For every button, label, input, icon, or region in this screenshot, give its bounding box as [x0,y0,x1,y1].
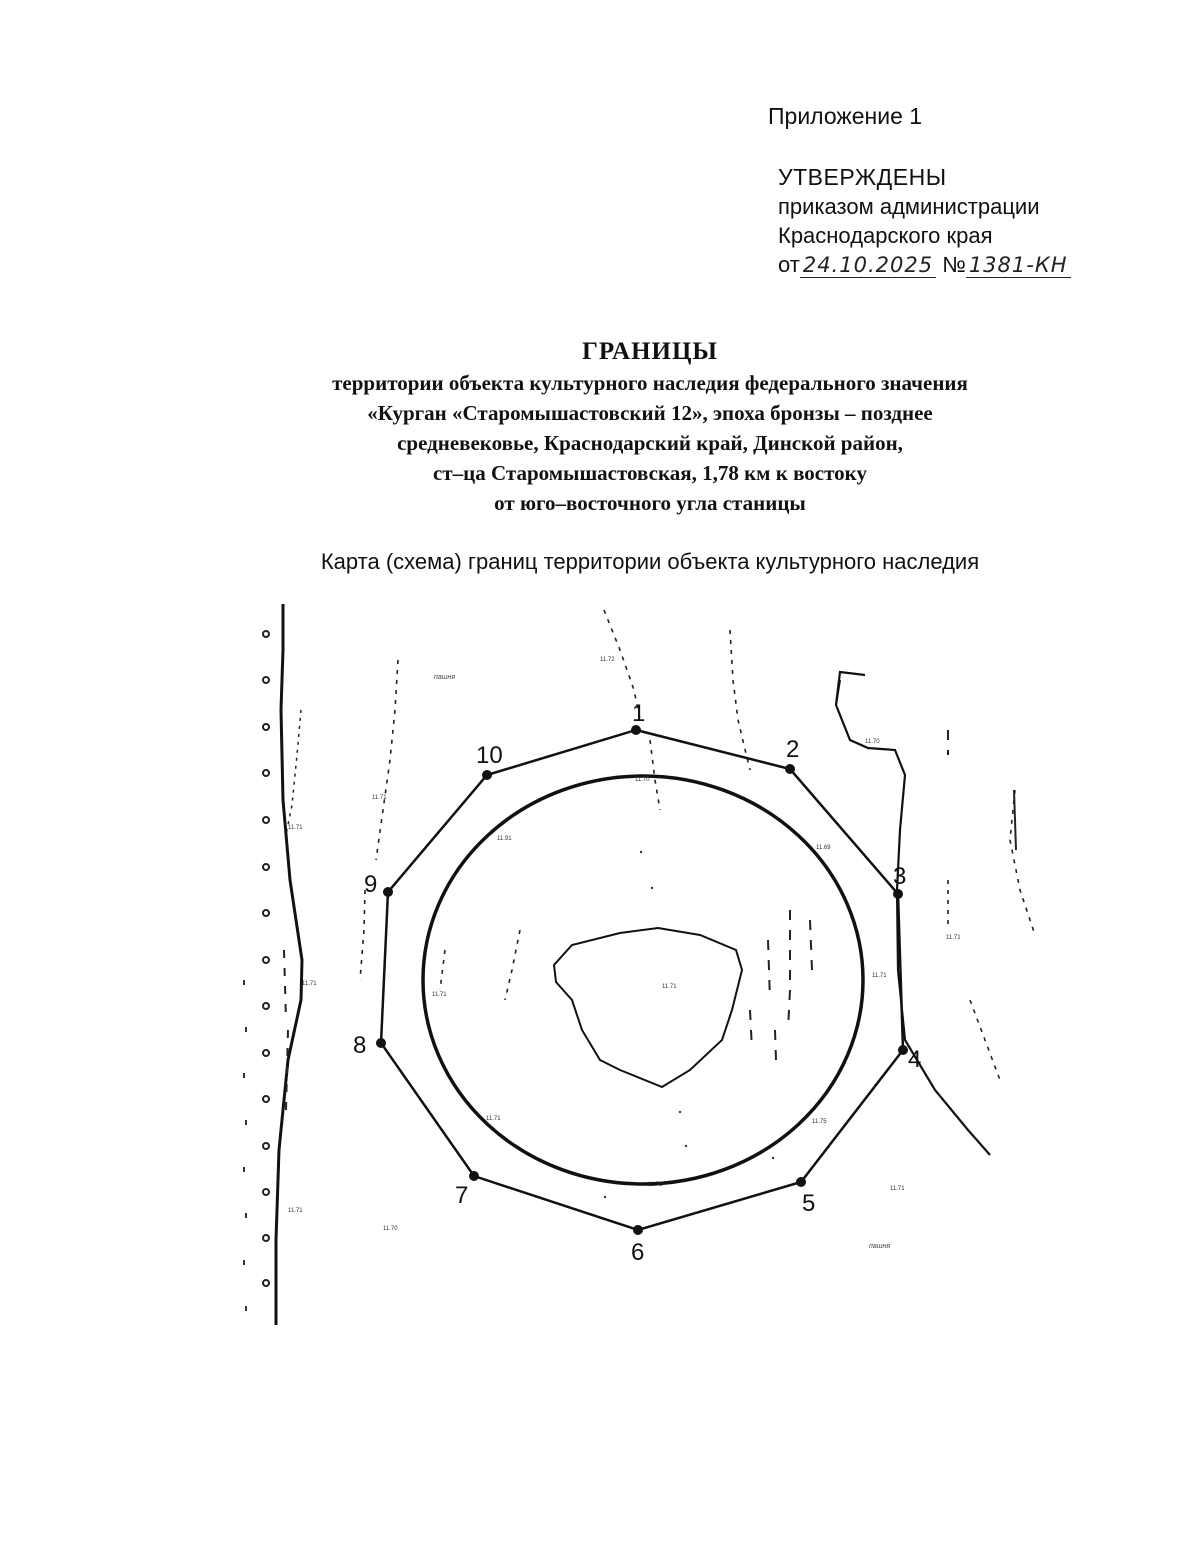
title-line-4: ст–ца Старомышастовская, 1,78 км к востоку [433,461,867,485]
vertex-10 [482,770,492,780]
field-note: пашня [434,674,456,681]
boundary-vertices [376,725,908,1235]
vertex-9 [383,887,393,897]
road-line [276,604,302,1325]
territory-boundary-polygon [381,730,903,1230]
point-label-2: 2 [786,736,800,763]
elevation-label: 11.71 [872,973,887,979]
elevation-label: 11.91 [497,836,512,842]
elevation-label: 11.69 [816,845,831,851]
point-label-8: 8 [353,1032,367,1059]
tick-marks [243,980,247,1311]
point-label-10: 10 [476,742,503,769]
elevation-label: 11.71 [486,1116,501,1122]
elevation-label: 11.72 [648,1182,663,1188]
elevation-label: 11.72 [600,657,615,663]
elevation-label: 11.71 [288,825,303,831]
boundary-scheme-map [0,590,1200,1350]
elevation-label: 11.71 [302,981,317,987]
elevation-label: 11.71 [662,984,677,990]
vertex-8 [376,1038,386,1048]
spot-dots [604,851,774,1198]
order-line-1: приказом администрации [778,194,1040,219]
handwritten-number: 1381-КН [966,253,1071,278]
mound-circle [423,776,863,1184]
contour-line [1014,790,1016,850]
vertex-2 [785,764,795,774]
title-line-1: территории объекта культурного наследия федерального значения [332,371,968,395]
order-line-2: Краснодарского края [778,223,993,248]
mound-top-contour [554,928,742,1087]
contour-lines [360,610,1035,1080]
vertex-6 [633,1225,643,1235]
road-line-right [836,672,990,1155]
elevation-label: 11.70 [383,1226,398,1232]
title-line-2: «Курган «Старомышастовский 12», эпоха бронзы – позднее [367,401,933,425]
elevation-label: 11.71 [372,795,387,801]
elevation-label: 11.75 [812,1119,827,1125]
order-date-number-line [778,250,1071,280]
elevation-label: 11.71 [890,1186,905,1192]
title-line-5: от юго–восточного угла станицы [494,491,806,515]
approval-block [778,163,1071,280]
document-title [150,338,1150,518]
approved-label: УТВЕРЖДЕНЫ [778,164,947,190]
point-label-7: 7 [455,1182,469,1209]
elevation-label: 11.70 [865,739,880,745]
point-label-4: 4 [908,1046,922,1073]
map-caption: Карта (схема) границ территории объекта культурного наследия [320,549,980,574]
point-label-6: 6 [631,1239,645,1266]
date-prefix: от [778,252,800,277]
elevation-label: 11.70 [635,777,650,783]
appendix-label: Приложение 1 [768,103,923,129]
point-label-1: 1 [632,700,646,727]
vertex-7 [469,1171,479,1181]
vertex-3 [893,889,903,899]
field-note: пашня [869,1243,891,1250]
point-label-5: 5 [802,1190,816,1217]
elevation-label: 11.71 [432,992,447,998]
contour-line [286,710,301,835]
survey-marker-column [263,631,269,1286]
vertex-4 [898,1045,908,1055]
point-label-9: 9 [364,871,378,898]
title-line-3: средневековье, Краснодарский край, Динской район, [397,431,903,455]
contour-lines-heavy [750,730,948,1060]
handwritten-date: 24.10.2025 [800,253,936,278]
elevation-label: 11.71 [946,935,961,941]
title-main: ГРАНИЦЫ [582,338,718,365]
point-label-3: 3 [893,863,907,890]
vertex-5 [796,1177,806,1187]
elevation-label: 11.71 [288,1208,303,1214]
number-prefix: № [942,252,966,277]
